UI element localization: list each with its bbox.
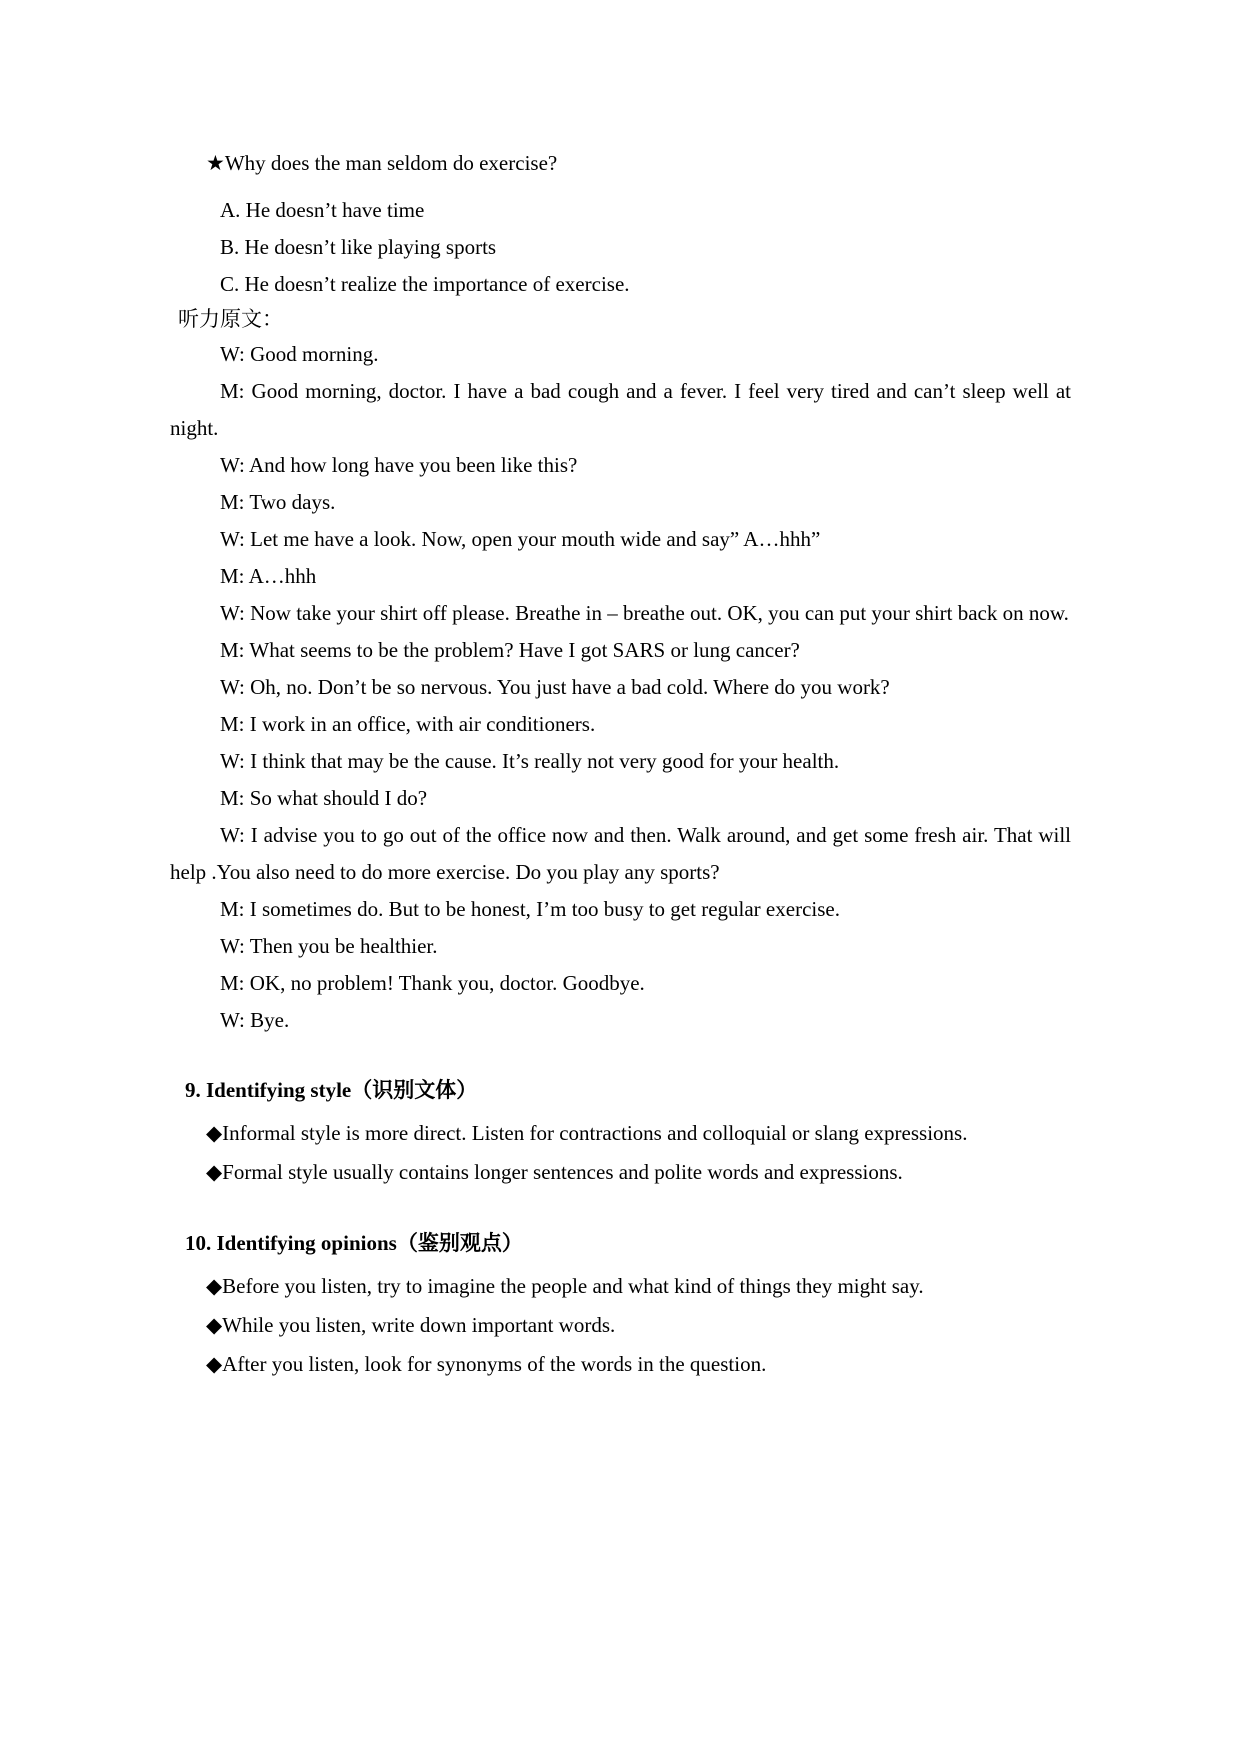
dialogue-line: W: I think that may be the cause. It’s really not very good for your health. — [220, 749, 840, 773]
dialogue-line: M: Two days. — [220, 490, 336, 514]
diamond-icon: ◆ — [206, 1274, 223, 1298]
diamond-icon: ◆ — [206, 1121, 223, 1145]
bullet-item — [170, 1267, 1071, 1306]
diamond-icon: ◆ — [206, 1160, 223, 1184]
bullet-text: Before you listen, try to imagine the people and what kind of things they might say. — [222, 1274, 924, 1298]
dialogue-line: M: OK, no problem! Thank you, doctor. Goodbye. — [220, 971, 645, 995]
bullet-item — [170, 1306, 1071, 1345]
dialogue-line: W: Let me have a look. Now, open your mouth wide and say” A…hhh” — [220, 527, 821, 551]
option-b: B. He doesn’t like playing sports — [220, 235, 497, 259]
star-icon: ★ — [206, 151, 225, 175]
dialogue-line: M: So what should I do? — [220, 786, 428, 810]
section-identifying-opinions — [170, 1225, 1071, 1384]
dialogue-line: M: I work in an office, with air conditioners. — [220, 712, 596, 736]
bullet-item — [170, 1345, 1071, 1384]
dialogue-line: W: Good morning. — [220, 342, 379, 366]
section-heading: 9. Identifying style（识别文体） — [185, 1078, 478, 1102]
dialogue-line: W: Oh, no. Don’t be so nervous. You just have a bad cold. Where do you work? — [220, 675, 890, 699]
dialogue-line: M: A…hhh — [220, 564, 317, 588]
dialogue-line: W: I advise you to go out of the office now and then. Walk around, and get some fresh air. That will help .You also need to do more exercise. Do you play any sports? — [170, 823, 1071, 884]
diamond-icon: ◆ — [206, 1352, 223, 1376]
option-c: C. He doesn’t realize the importance of exercise. — [220, 272, 630, 296]
dialogue-line: W: And how long have you been like this? — [220, 453, 578, 477]
dialogue-transcript — [170, 336, 1071, 1039]
bullet-text: Informal style is more direct. Listen for contractions and colloquial or slang expressions. — [222, 1121, 968, 1145]
bullet-item — [170, 1153, 1071, 1192]
question-line — [170, 145, 1071, 182]
dialogue-line: M: What seems to be the problem? Have I got SARS or lung cancer? — [220, 638, 800, 662]
dialogue-line: W: Then you be healthier. — [220, 934, 438, 958]
section-identifying-style — [170, 1072, 1071, 1192]
dialogue-line: W: Bye. — [220, 1008, 290, 1032]
question-block — [170, 145, 1071, 303]
option-a: A. He doesn’t have time — [220, 198, 425, 222]
section-heading: 10. Identifying opinions（鉴别观点） — [185, 1231, 523, 1255]
question-prompt: Why does the man seldom do exercise? — [224, 151, 558, 175]
dialogue-line: M: I sometimes do. But to be honest, I’m too busy to get regular exercise. — [220, 897, 840, 921]
dialogue-line: W: Now take your shirt off please. Breathe in – breathe out. OK, you can put your shirt back on now. — [220, 601, 1069, 625]
bullet-text: After you listen, look for synonyms of the words in the question. — [222, 1352, 767, 1376]
diamond-icon: ◆ — [206, 1313, 223, 1337]
bullet-text: While you listen, write down important words. — [222, 1313, 616, 1337]
bullet-text: Formal style usually contains longer sentences and polite words and expressions. — [222, 1160, 903, 1184]
bullet-item — [170, 1114, 1071, 1153]
transcript-label: 听力原文： — [178, 307, 283, 331]
dialogue-line: M: Good morning, doctor. I have a bad cough and a fever. I feel very tired and can’t sleep well at night. — [170, 379, 1071, 440]
